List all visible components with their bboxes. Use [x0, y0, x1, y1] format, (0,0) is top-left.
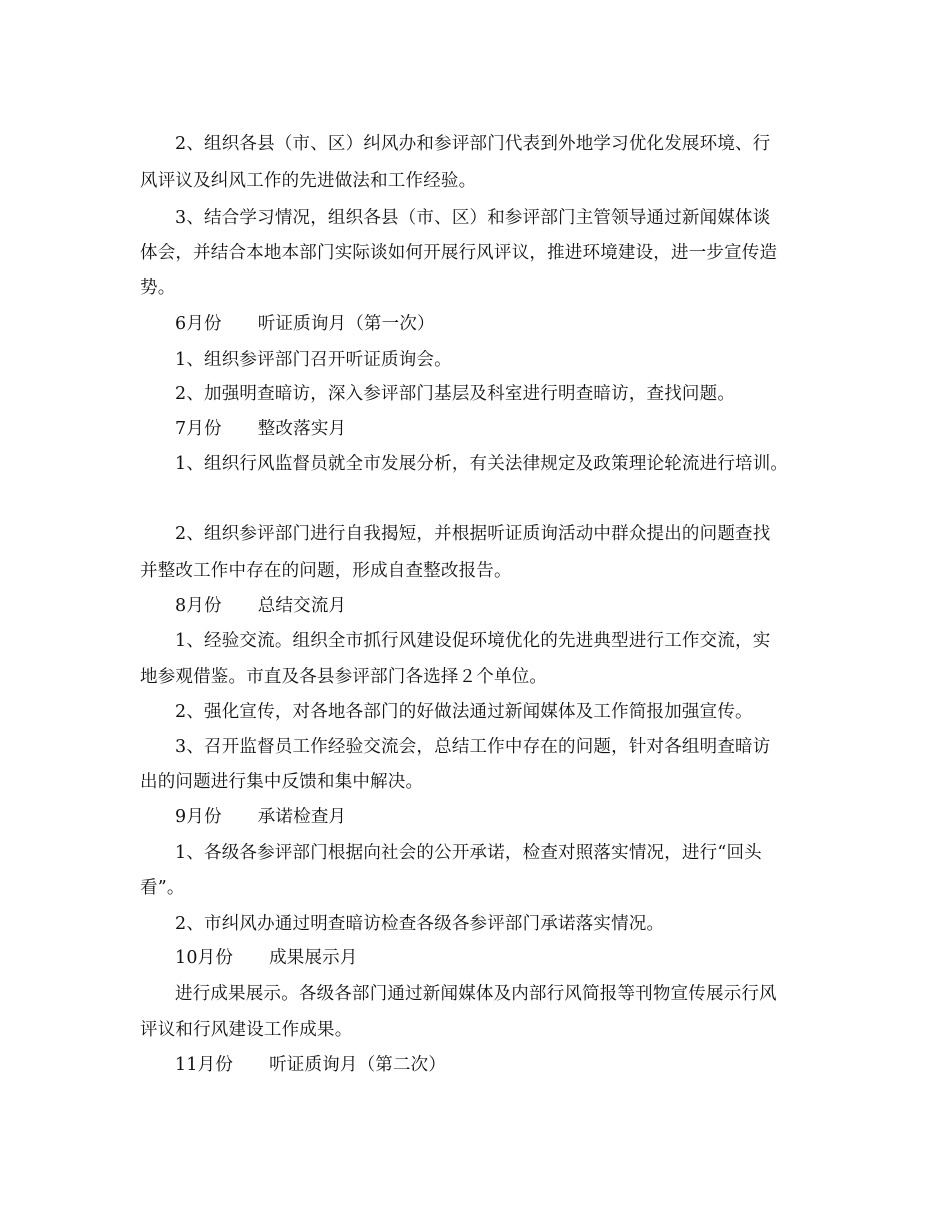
paragraph-line: 地参观借鉴。市直及各县参评部门各选择２个单位。: [140, 667, 548, 687]
paragraph-line: 并整改工作中存在的问题，形成自查整改报告。: [140, 561, 512, 581]
paragraph-line: 2、市纠风办通过明查暗访检查各级各参评部门承诺落实情况。: [175, 914, 665, 934]
paragraph-line: 2、组织参评部门进行自我揭短，并根据听证质询活动中群众提出的问题查找: [175, 524, 771, 544]
month-title: 总结交流月: [257, 596, 347, 616]
month-title: 整改落实月: [257, 419, 347, 439]
paragraph-line: 2、强化宣传，对各地各部门的好做法通过新闻媒体及工作简报加强宣传。: [175, 702, 753, 722]
paragraph-line: 3、召开监督员工作经验交流会，总结工作中存在的问题，针对各组明查暗访: [175, 737, 771, 757]
paragraph-line: 1、经验交流。组织全市抓行风建设促环境优化的先进典型进行工作交流，实: [175, 631, 771, 651]
month-label: 7月份: [175, 419, 222, 439]
month-heading: [175, 806, 855, 828]
paragraph-line: 3、结合学习情况，组织各县（市、区）和参评部门主管领导通过新闻媒体谈: [175, 208, 771, 228]
month-label: 10月份: [175, 948, 234, 968]
paragraph-line: 风评议及纠风工作的先进做法和工作经验。: [140, 171, 477, 191]
month-heading: [175, 595, 855, 617]
month-title: 承诺检查月: [257, 807, 347, 827]
month-heading: [175, 947, 855, 969]
paragraph-line: 出的问题进行集中反馈和集中解决。: [140, 772, 424, 792]
paragraph-line: 评议和行风建设工作成果。: [140, 1020, 353, 1040]
paragraph-line: 看”。: [140, 878, 185, 898]
month-label: 9月份: [175, 807, 222, 827]
month-title: 听证质询月（第二次）: [269, 1055, 447, 1075]
month-heading: [175, 313, 855, 335]
paragraph-line: 1、各级各参评部门根据向社会的公开承诺，检查对照落实情况，进行“回头: [175, 843, 762, 863]
paragraph-line: 体会，并结合本地本部门实际谈如何开展行风评议，推进环境建设，进一步宣传造: [140, 243, 778, 263]
paragraph-line: 2、组织各县（市、区）纠风办和参评部门代表到外地学习优化发展环境、行: [175, 134, 771, 154]
paragraph-line: 1、组织行风监督员就全市发展分析，有关法律规定及政策理论轮流进行培训。: [175, 454, 789, 474]
month-heading: [175, 1054, 855, 1076]
month-title: 听证质询月（第一次）: [257, 314, 435, 334]
month-heading: [175, 418, 855, 440]
paragraph-line: 2、加强明查暗访，深入参评部门基层及科室进行明查暗访，查找问题。: [175, 384, 736, 404]
month-label: 8月份: [175, 596, 222, 616]
month-label: 6月份: [175, 314, 222, 334]
paragraph-line: 势。: [140, 278, 176, 298]
paragraph-line: 1、组织参评部门召开听证质询会。: [175, 350, 452, 370]
month-label: 11月份: [175, 1055, 234, 1075]
month-title: 成果展示月: [269, 948, 358, 968]
paragraph-line: 进行成果展示。各级各部门通过新闻媒体及内部行风简报等刊物宣传展示行风: [175, 984, 777, 1004]
